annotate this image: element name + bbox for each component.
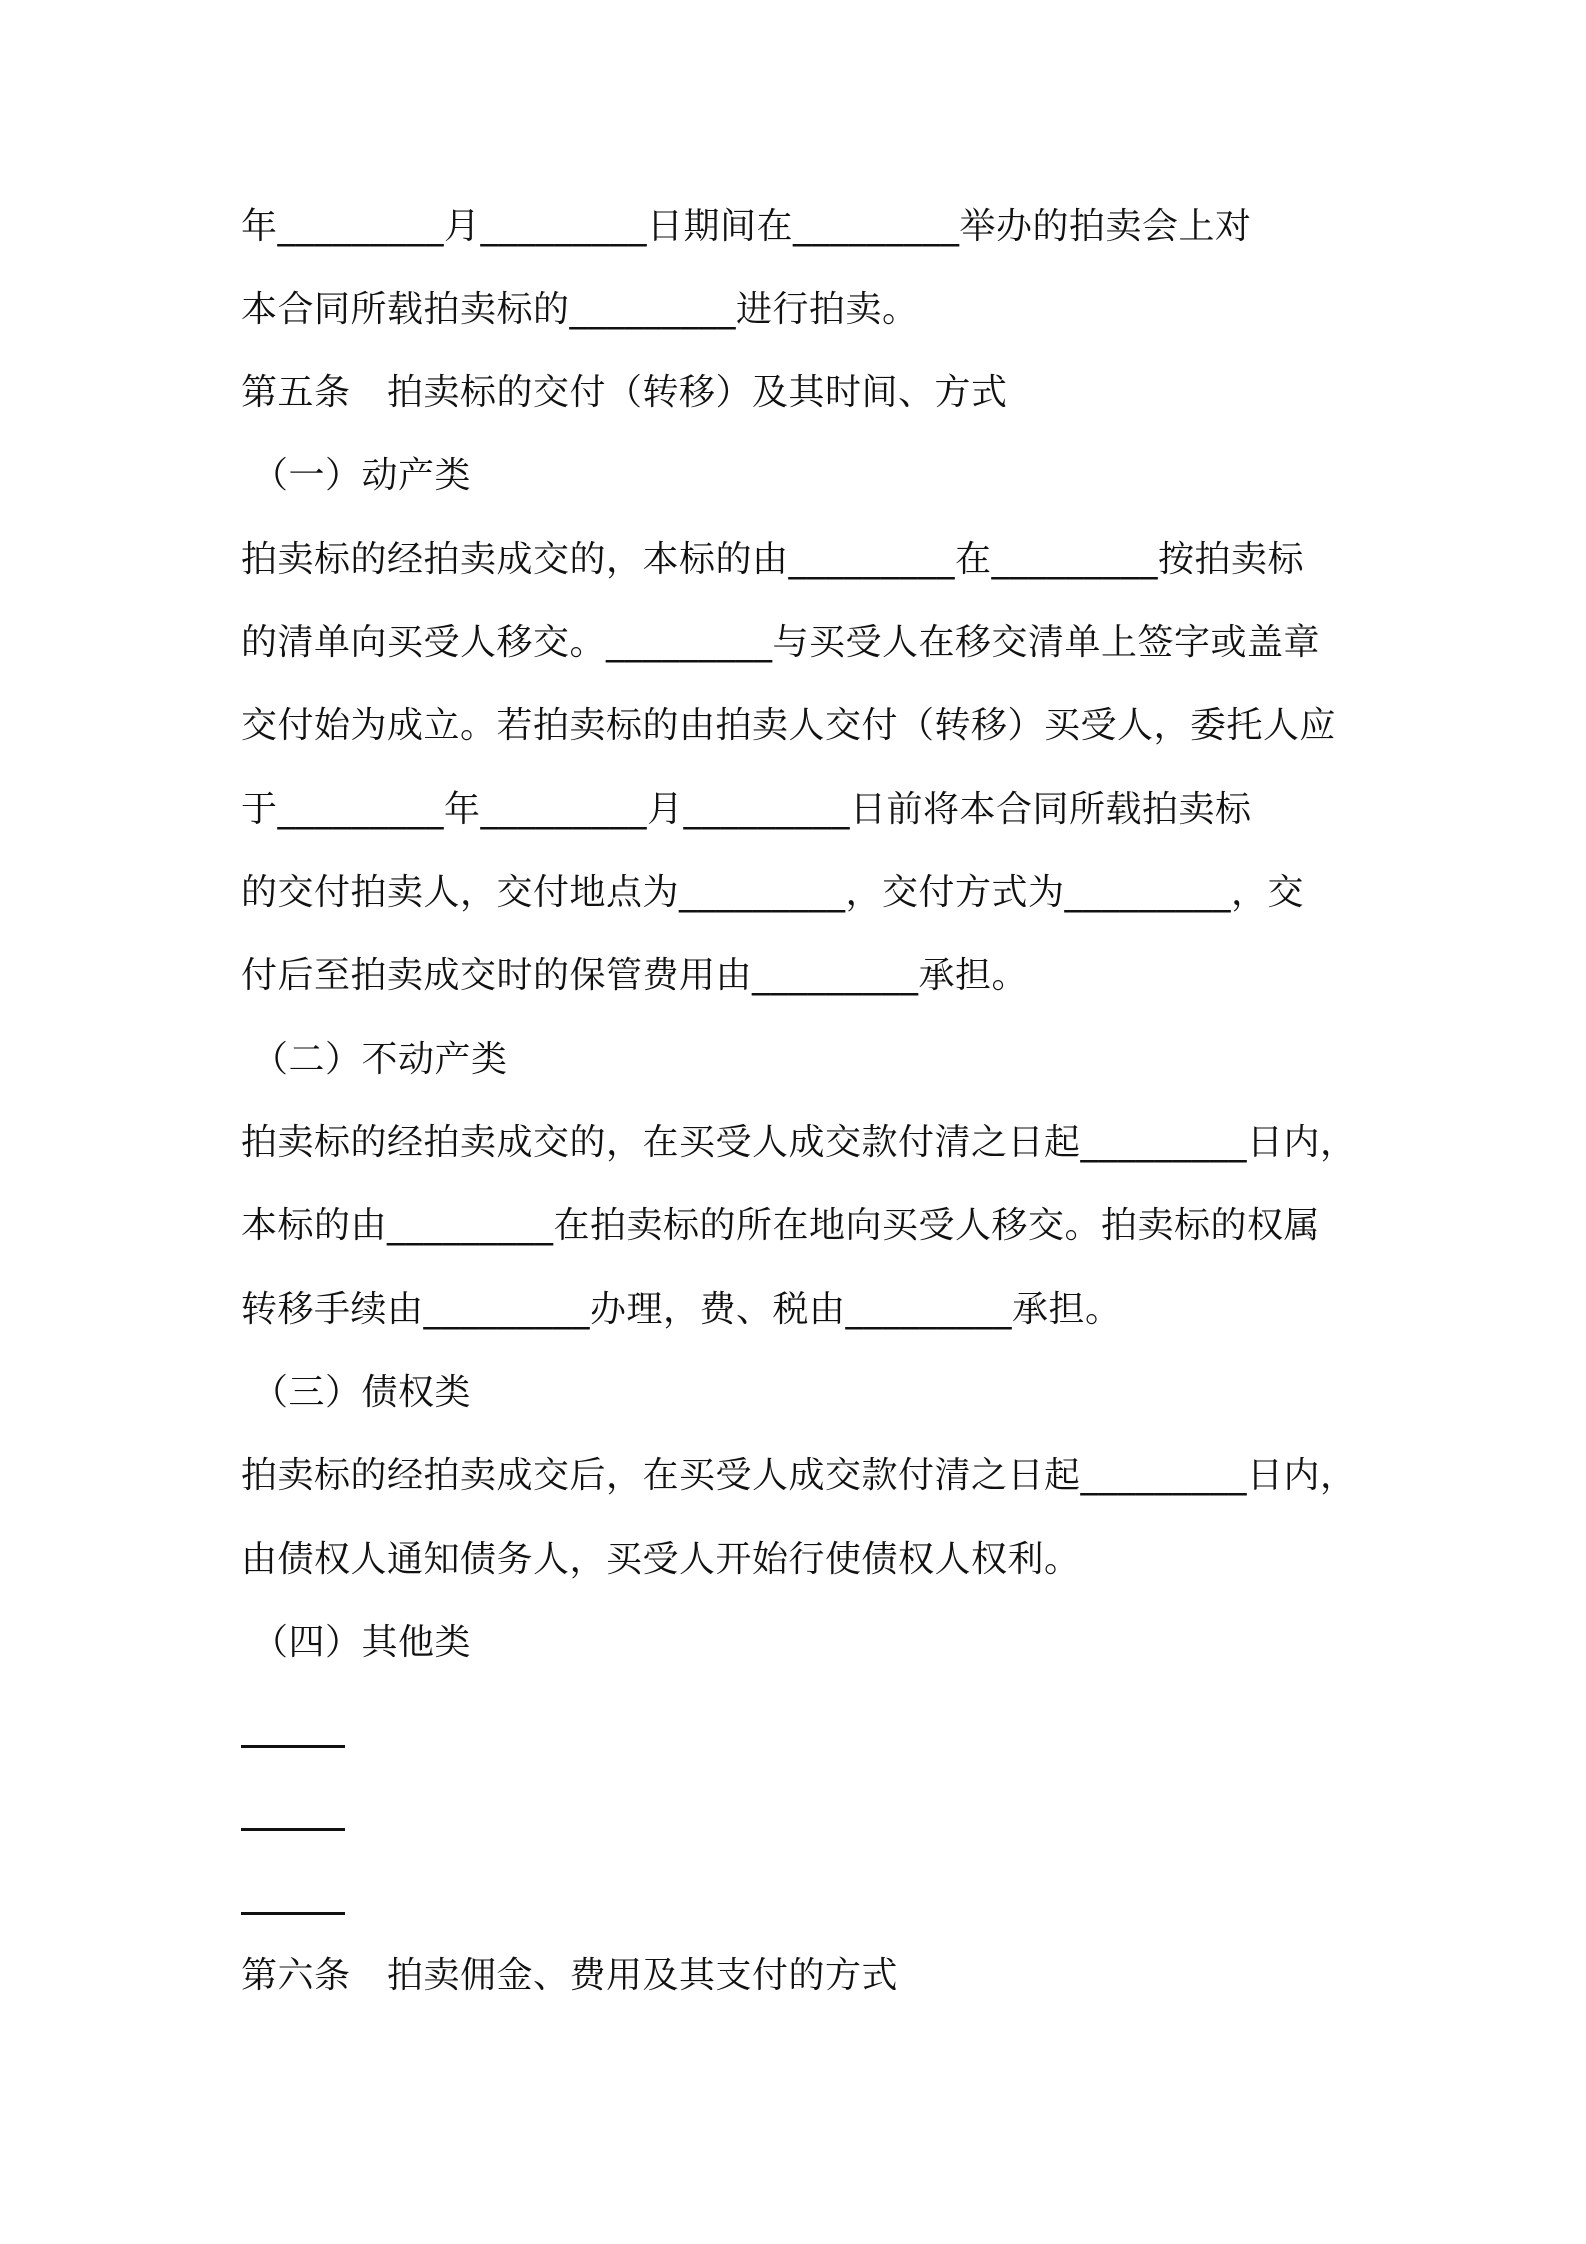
blank-fill-line xyxy=(241,1828,345,1831)
paragraph-line: 付后至拍卖成交时的保管费用由_________承担。 xyxy=(241,955,1029,996)
section-heading: （二）不动产类 xyxy=(252,1039,508,1080)
paragraph-line: 的交付拍卖人，交付地点为_________，交付方式为_________，交 xyxy=(241,872,1305,913)
article-heading: 第五条 拍卖标的交付（转移）及其时间、方式 xyxy=(241,372,1008,413)
section-heading: （一）动产类 xyxy=(252,455,472,496)
blank-fill-line xyxy=(241,1912,345,1915)
paragraph-line: 转移手续由_________办理，费、税由_________承担。 xyxy=(241,1289,1122,1330)
paragraph-line: 本合同所载拍卖标的_________进行拍卖。 xyxy=(241,289,919,330)
paragraph-line: 拍卖标的经拍卖成交的，在买受人成交款付清之日起_________日内， xyxy=(241,1122,1357,1163)
paragraph-line: 拍卖标的经拍卖成交的，本标的由_________在_________按拍卖标 xyxy=(241,539,1305,580)
paragraph-line: 拍卖标的经拍卖成交后，在买受人成交款付清之日起_________日内， xyxy=(241,1455,1357,1496)
paragraph-line: 交付始为成立。若拍卖标的由拍卖人交付（转移）买受人，委托人应 xyxy=(241,705,1337,746)
section-heading: （三）债权类 xyxy=(252,1372,472,1413)
paragraph-line: 本标的由_________在拍卖标的所在地向买受人移交。拍卖标的权属 xyxy=(241,1205,1321,1246)
blank-fill-line xyxy=(241,1745,345,1748)
article-heading: 第六条 拍卖佣金、费用及其支付的方式 xyxy=(241,1955,899,1996)
section-heading: （四）其他类 xyxy=(252,1622,472,1663)
paragraph-line: 于_________年_________月_________日前将本合同所载拍卖标 xyxy=(241,789,1252,830)
paragraph-line: 由债权人通知债务人，买受人开始行使债权人权利。 xyxy=(241,1539,1081,1580)
paragraph-line: 年_________月_________日期间在_________举办的拍卖会上对 xyxy=(241,206,1252,247)
paragraph-line: 的清单向买受人移交。_________与买受人在移交清单上签字或盖章 xyxy=(241,622,1321,663)
